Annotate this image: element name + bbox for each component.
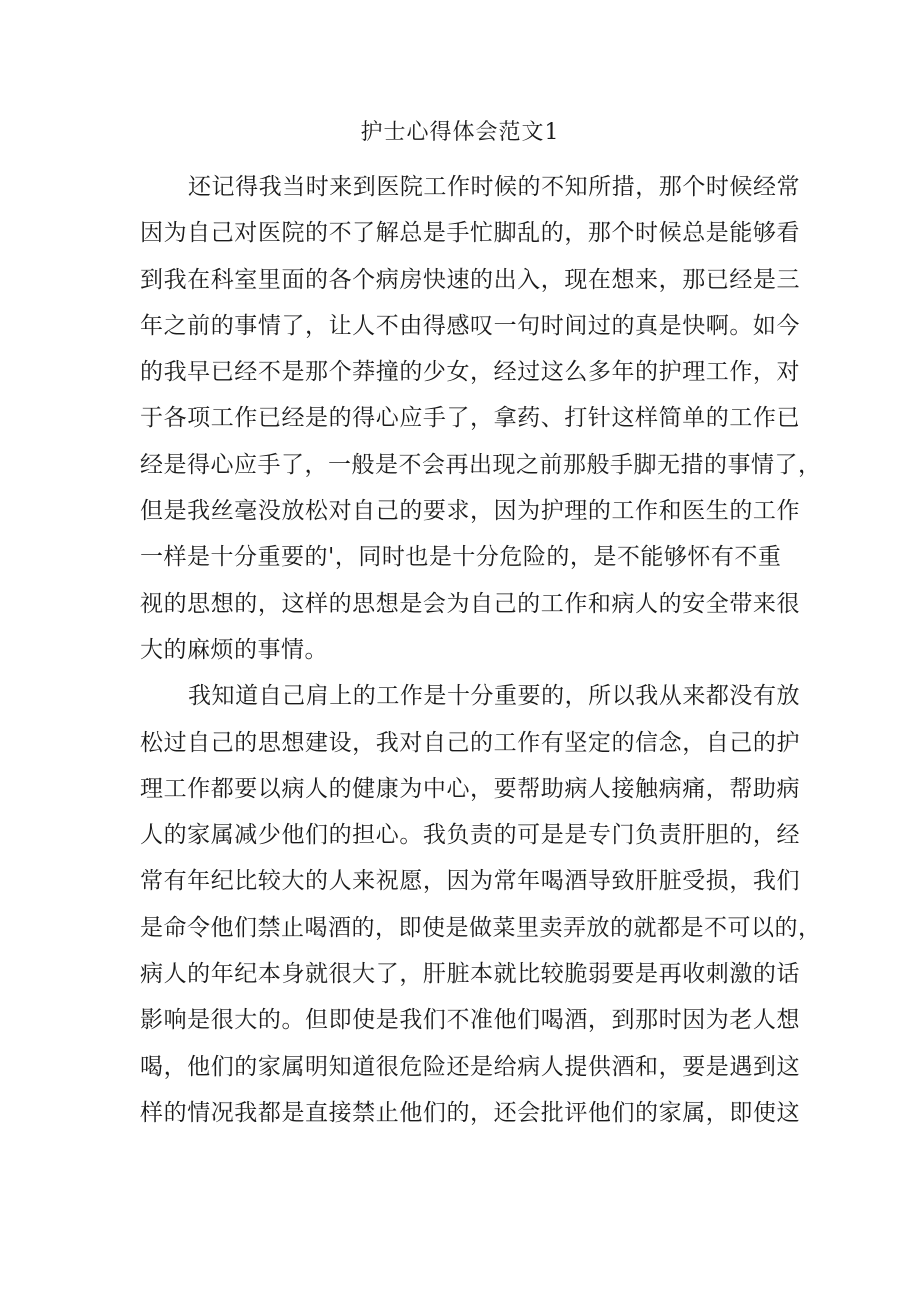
paragraph-line: 到我在科室里面的各个病房快速的出入，现在想来，那已经是三 — [140, 266, 800, 293]
paragraph-line: 还记得我当时来到医院工作时候的不知所措，那个时候经常 — [188, 174, 800, 200]
paragraph-2 — [140, 673, 822, 1136]
document-body — [140, 164, 822, 1136]
document-title: 护士心得体会范文1 — [360, 120, 560, 145]
paragraph-line: 松过自己的思想建设，我对自己的工作有坚定的信念，自己的护 — [140, 729, 800, 756]
paragraph-line: 一样是十分重要的'，同时也是十分危险的，是不能够怀有不重 — [140, 544, 782, 571]
paragraph-line: 但是我丝毫没放松对自己的要求，因为护理的工作和医生的工作 — [140, 498, 800, 525]
paragraph-line: 于各项工作已经是的得心应手了，拿药、打针这样简单的工作已 — [140, 405, 800, 432]
paragraph-line: 的我早已经不是那个莽撞的少女，经过这么多年的护理工作，对 — [140, 359, 800, 386]
paragraph-line: 理工作都要以病人的健康为中心，要帮助病人接触病痛，帮助病 — [140, 775, 800, 802]
paragraph-line: 喝，他们的家属明知道很危险还是给病人提供酒和，要是遇到这 — [140, 1053, 800, 1080]
paragraph-line: 经是得心应手了，一般是不会再出现之前那般手脚无措的事情了， — [140, 451, 822, 478]
paragraph-line: 大的麻烦的事情。 — [140, 636, 328, 663]
paragraph-line: 病人的年纪本身就很大了，肝脏本就比较脆弱要是再收刺激的话 — [140, 961, 800, 988]
paragraph-line: 人的家属减少他们的担心。我负责的可是是专门负责肝胆的，经 — [140, 822, 800, 849]
paragraph-line: 影响是很大的。但即使是我们不准他们喝酒，到那时因为老人想 — [140, 1007, 800, 1034]
paragraph-line: 视的思想的，这样的思想是会为自己的工作和病人的安全带来很 — [140, 590, 800, 617]
paragraph-line: 年之前的事情了，让人不由得感叹一句时间过的真是快啊。如今 — [140, 312, 800, 339]
paragraph-line: 是命令他们禁止喝酒的，即使是做菜里卖弄放的就都是不可以的， — [140, 914, 822, 941]
paragraph-line: 我知道自己肩上的工作是十分重要的，所以我从来都没有放 — [188, 683, 800, 710]
paragraph-line: 样的情况我都是直接禁止他们的，还会批评他们的家属，即使这 — [140, 1099, 800, 1126]
paragraph-1 — [140, 164, 822, 673]
paragraph-line: 因为自己对医院的不了解总是手忙脚乱的，那个时候总是能够看 — [140, 220, 800, 247]
paragraph-line: 常有年纪比较大的人来祝愿，因为常年喝酒导致肝脏受损，我们 — [140, 868, 800, 895]
